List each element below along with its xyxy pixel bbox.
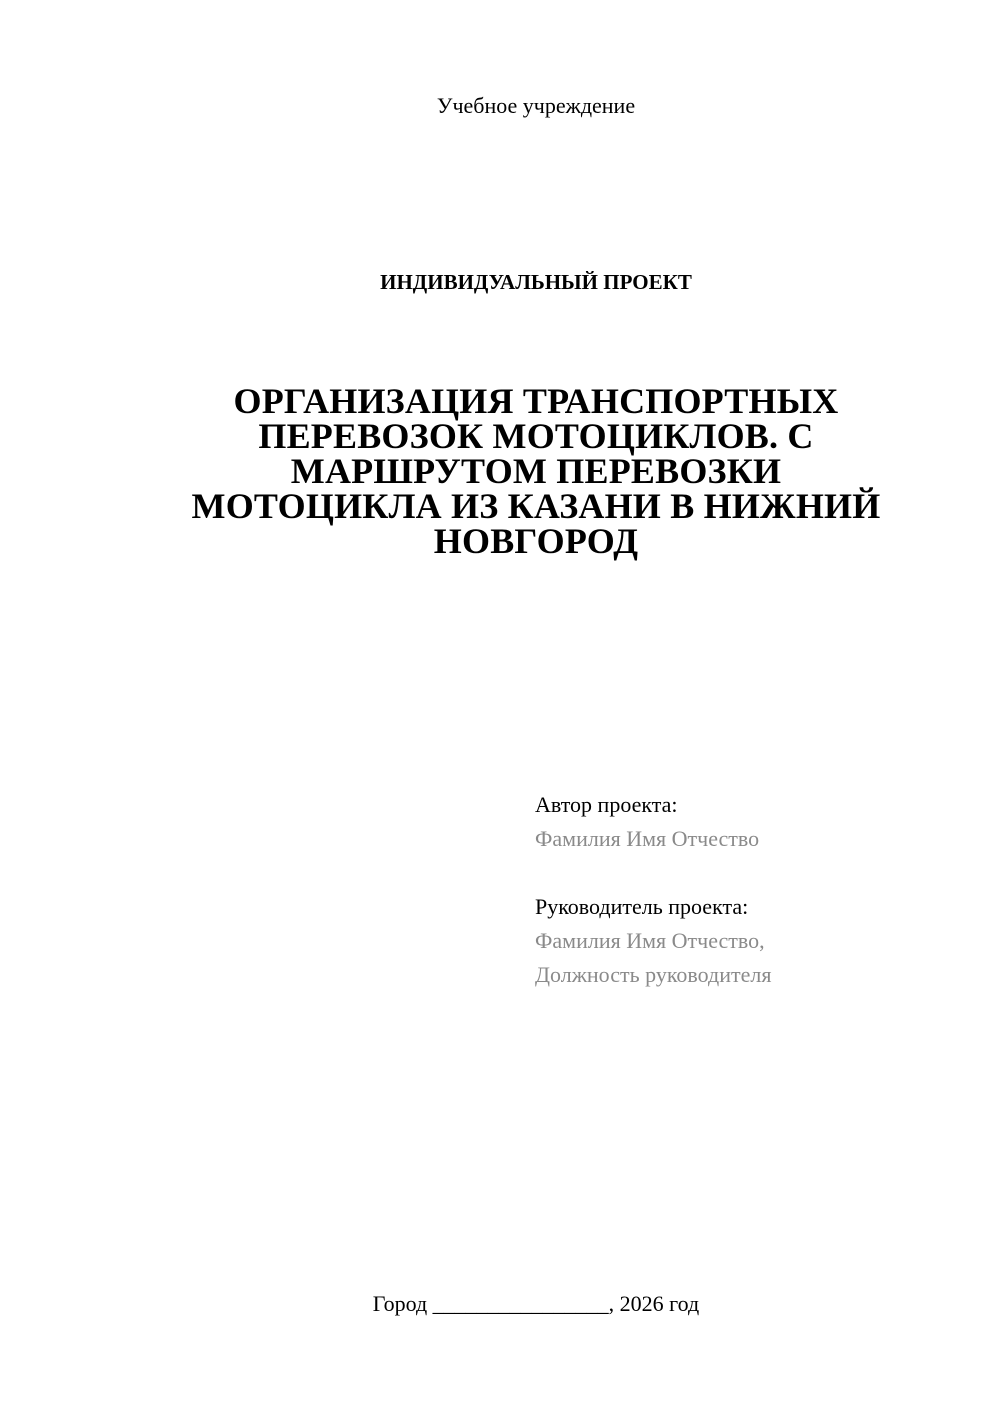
authors-spacer — [535, 856, 975, 890]
project-title-line: ОРГАНИЗАЦИЯ ТРАНСПОРТНЫХ — [233, 381, 839, 421]
project-type-heading: ИНДИВИДУАЛЬНЫЙ ПРОЕКТ — [380, 270, 692, 294]
authors-block — [535, 788, 975, 992]
project-title-line: НОВГОРОД — [433, 521, 639, 561]
supervisor-name-placeholder: Фамилия Имя Отчество, — [535, 928, 765, 953]
supervisor-position-placeholder: Должность руководителя — [535, 962, 772, 987]
author-name-placeholder: Фамилия Имя Отчество — [535, 826, 760, 851]
project-title-line: МАРШРУТОМ ПЕРЕВОЗКИ — [290, 451, 782, 491]
project-title-line: ПЕРЕВОЗОК МОТОЦИКЛОВ. С — [258, 416, 814, 456]
project-title-line: МОТОЦИКЛА ИЗ КАЗАНИ В НИЖНИЙ — [191, 486, 881, 526]
institution-name: Учебное учреждение — [436, 93, 636, 118]
supervisor-label: Руководитель проекта: — [535, 894, 749, 919]
city-year-line: Город ________________, 2026 год — [372, 1291, 700, 1316]
author-label: Автор проекта: — [535, 792, 678, 817]
project-title — [150, 381, 922, 561]
